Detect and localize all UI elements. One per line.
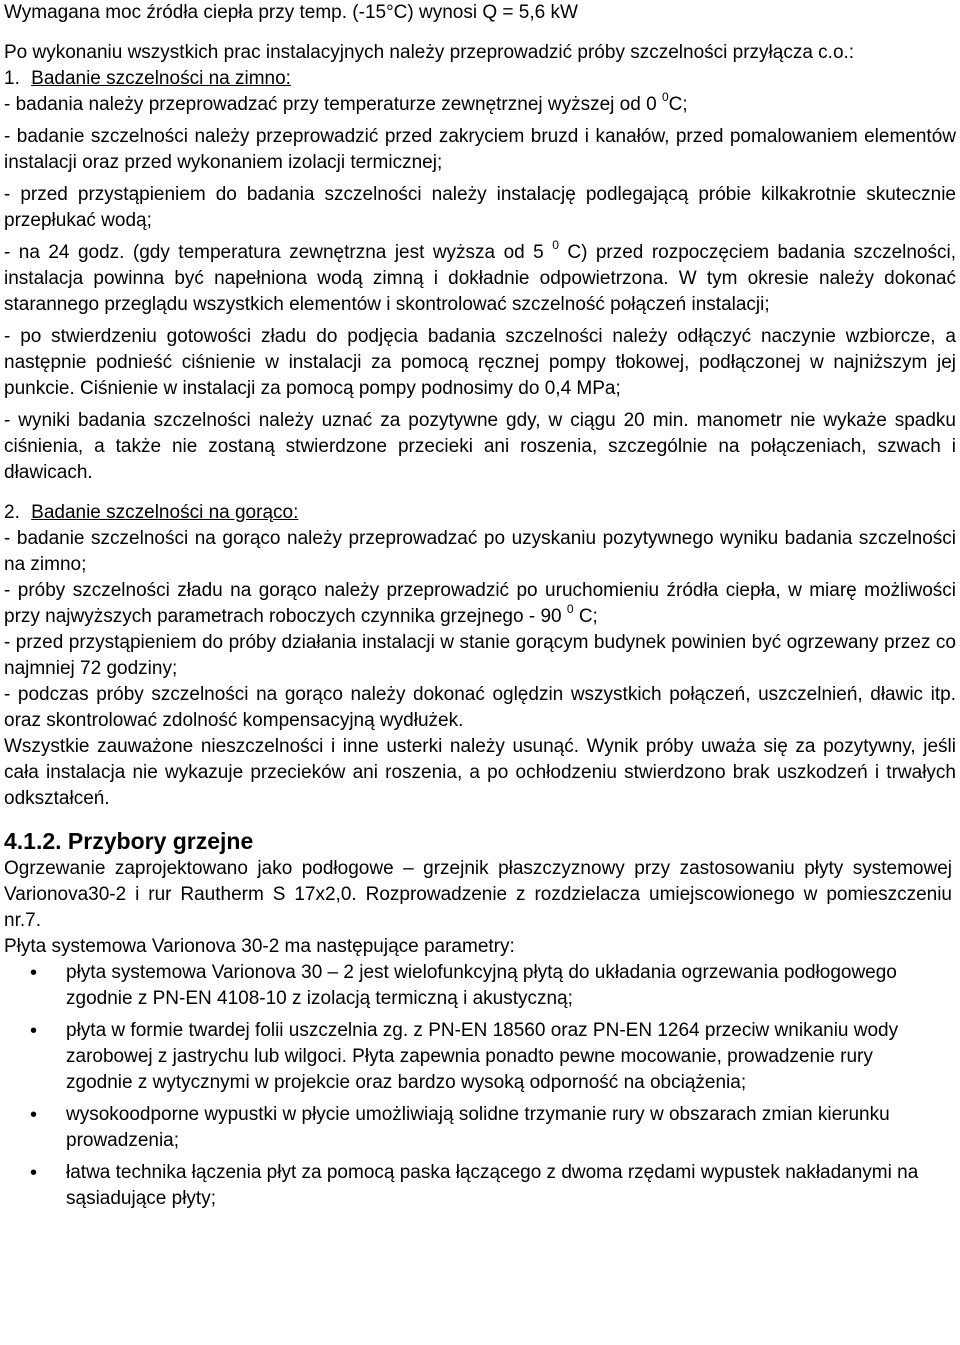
degree-superscript: 0 <box>661 90 669 104</box>
cold-item-1-unit: C; <box>668 94 688 115</box>
hot-test-heading <box>4 500 956 526</box>
tests-intro: Po wykonaniu wszystkich prac instalacyjnych należy przeprowadzić próby szczelności przyłącza c.o.: <box>4 42 855 63</box>
list-item <box>4 1160 924 1212</box>
hot-test-item-2 <box>4 578 956 630</box>
bullet-icon: • <box>30 1104 38 1126</box>
hot-test-number: 2. <box>4 502 20 523</box>
cold-test-item-3: - przed przystąpieniem do badania szczelności należy instalację podlegającą próbie kilkakrotnie skutecznie przepłukać wodą; <box>4 184 956 231</box>
hot-test-summary: Wszystkie zauważone nieszczelności i inne usterki należy usunąć. Wynik próby uważa się za pozytywny, jeśli cała instalacja nie wykazuje przecieków ani roszenia, a po ochłodzeniu stwierdzono brak uszkodzeń i trwałych odkształceń. <box>4 736 956 809</box>
degree-superscript: 0 <box>552 238 559 252</box>
section-heading-heaters: 4.1.2. Przybory grzejne <box>4 828 254 854</box>
cold-test-item-5: - po stwierdzeniu gotowości zładu do podjęcia badania szczelności należy odłączyć naczynie wzbiorcze, a następnie podnieść ciśnienie w instalacji za pomocą ręcznej pompy tłokowej, podłączonej w najniższym jej punkcie. Ciśnienie w instalacji za pomocą pompy podnosimy do 0,4 MPa; <box>4 326 956 399</box>
cold-item-1-text: - badania należy przeprowadzać przy temperaturze zewnętrznej wyższej od 0 <box>4 94 662 115</box>
cold-test-item-4 <box>4 240 956 318</box>
document-page <box>4 0 956 1212</box>
system-plate-intro: Płyta systemowa Varionova 30-2 ma następujące parametry: <box>4 936 515 957</box>
list-item <box>4 1102 924 1154</box>
bullet-icon: • <box>30 1162 38 1184</box>
degree-superscript: 0 <box>566 602 574 616</box>
cold-test-item-2: - badanie szczelności należy przeprowadzić przed zakryciem bruzd i kanałów, przed pomalowaniem elementów instalacji oraz przed wykonaniem izolacji termicznej; <box>4 126 956 173</box>
hot-item-2-text: - próby szczelności zładu na gorąco należy przeprowadzić po uruchomieniu źródła ciepła, w miarę możliwości przy najwyższych parametrach roboczych czynnika grzejnego - 90 <box>4 580 956 627</box>
floor-heating-description: Ogrzewanie zaprojektowano jako podłogowe – grzejnik płaszczyznowy przy zastosowaniu płyty systemowej Varionova30-2 i rur Rautherm S 17x2,0. Rozprowadzenie z rozdzielacza umiejscowionego w pomieszczeniu nr.7. <box>4 858 952 931</box>
cold-test-item-6: - wyniki badania szczelności należy uznać za pozytywne gdy, w ciągu 20 min. manometr nie wykaże spadku ciśnienia, a także nie zostaną stwierdzone przecieki ani roszenia, szczególnie na połączeniach, szwach i dławicach. <box>4 410 956 483</box>
cold-item-4-rest: C) przed rozpoczęciem badania szczelności, instalacja powinna być napełniona wodą zimną i dokładnie odpowietrzona. W tym okresie należy dokonać starannego przeglądu wszystkich elementów i skontrolować szczelność połączeń instalacji; <box>4 242 956 315</box>
system-plate-parameters-list <box>4 960 924 1212</box>
hot-test-item-1: - badanie szczelności na gorąco należy przeprowadzać po uzyskaniu pozytywnego wyniku badania szczelności na zimno; <box>4 528 956 575</box>
cold-item-4-text: - na 24 godz. (gdy temperatura zewnętrzna jest wyższa od 5 <box>4 242 553 263</box>
hot-test-title: Badanie szczelności na gorąco: <box>31 502 299 523</box>
list-item <box>4 1018 924 1096</box>
bullet-icon: • <box>30 1020 38 1042</box>
hot-test-item-3: - przed przystąpieniem do próby działania instalacji w stanie gorącym budynek powinien być ogrzewany przez co najmniej 72 godziny; <box>4 632 956 679</box>
hot-item-2-unit: C; <box>573 606 598 627</box>
list-item-text: łatwa technika łączenia płyt za pomocą paska łączącego z dwoma rzędami wypustek nakładanymi na sąsiadujące płyty; <box>66 1162 919 1209</box>
list-item-text: płyta w formie twardej folii uszczelnia zg. z PN-EN 18560 oraz PN-EN 1264 przeciw wnikaniu wody zarobowej z jastrychu lub wilgoci. Płyta zapewnia ponadto pewne mocowanie, prowadzenie rury zgodnie z wytycznymi w projekcie oraz bardzo wysoką odporność na obciążenia; <box>66 1020 899 1093</box>
list-item-text: płyta systemowa Varionova 30 – 2 jest wielofunkcyjną płytą do układania ogrzewania podłogowego zgodnie z PN-EN 4108-10 z izolacją termiczną i akustyczną; <box>66 962 897 1009</box>
bullet-icon: • <box>30 962 38 984</box>
cold-test-heading <box>4 66 956 92</box>
cold-test-item-1 <box>4 92 956 118</box>
cold-test-number: 1. <box>4 68 20 89</box>
hot-test-item-4: - podczas próby szczelności na gorąco należy dokonać oględzin wszystkich połączeń, uszczelnień, dławic itp. oraz skontrolować zdolność kompensacyjną wydłużek. <box>4 684 956 731</box>
list-item <box>4 960 924 1012</box>
list-item-text: wysokoodporne wypustki w płycie umożliwiają solidne trzymanie rury w obszarach zmian kierunku prowadzenia; <box>66 1104 890 1151</box>
heat-demand-line: Wymagana moc źródła ciepła przy temp. (-15°C) wynosi Q = 5,6 kW <box>4 2 578 23</box>
cold-test-title: Badanie szczelności na zimno: <box>31 68 291 89</box>
